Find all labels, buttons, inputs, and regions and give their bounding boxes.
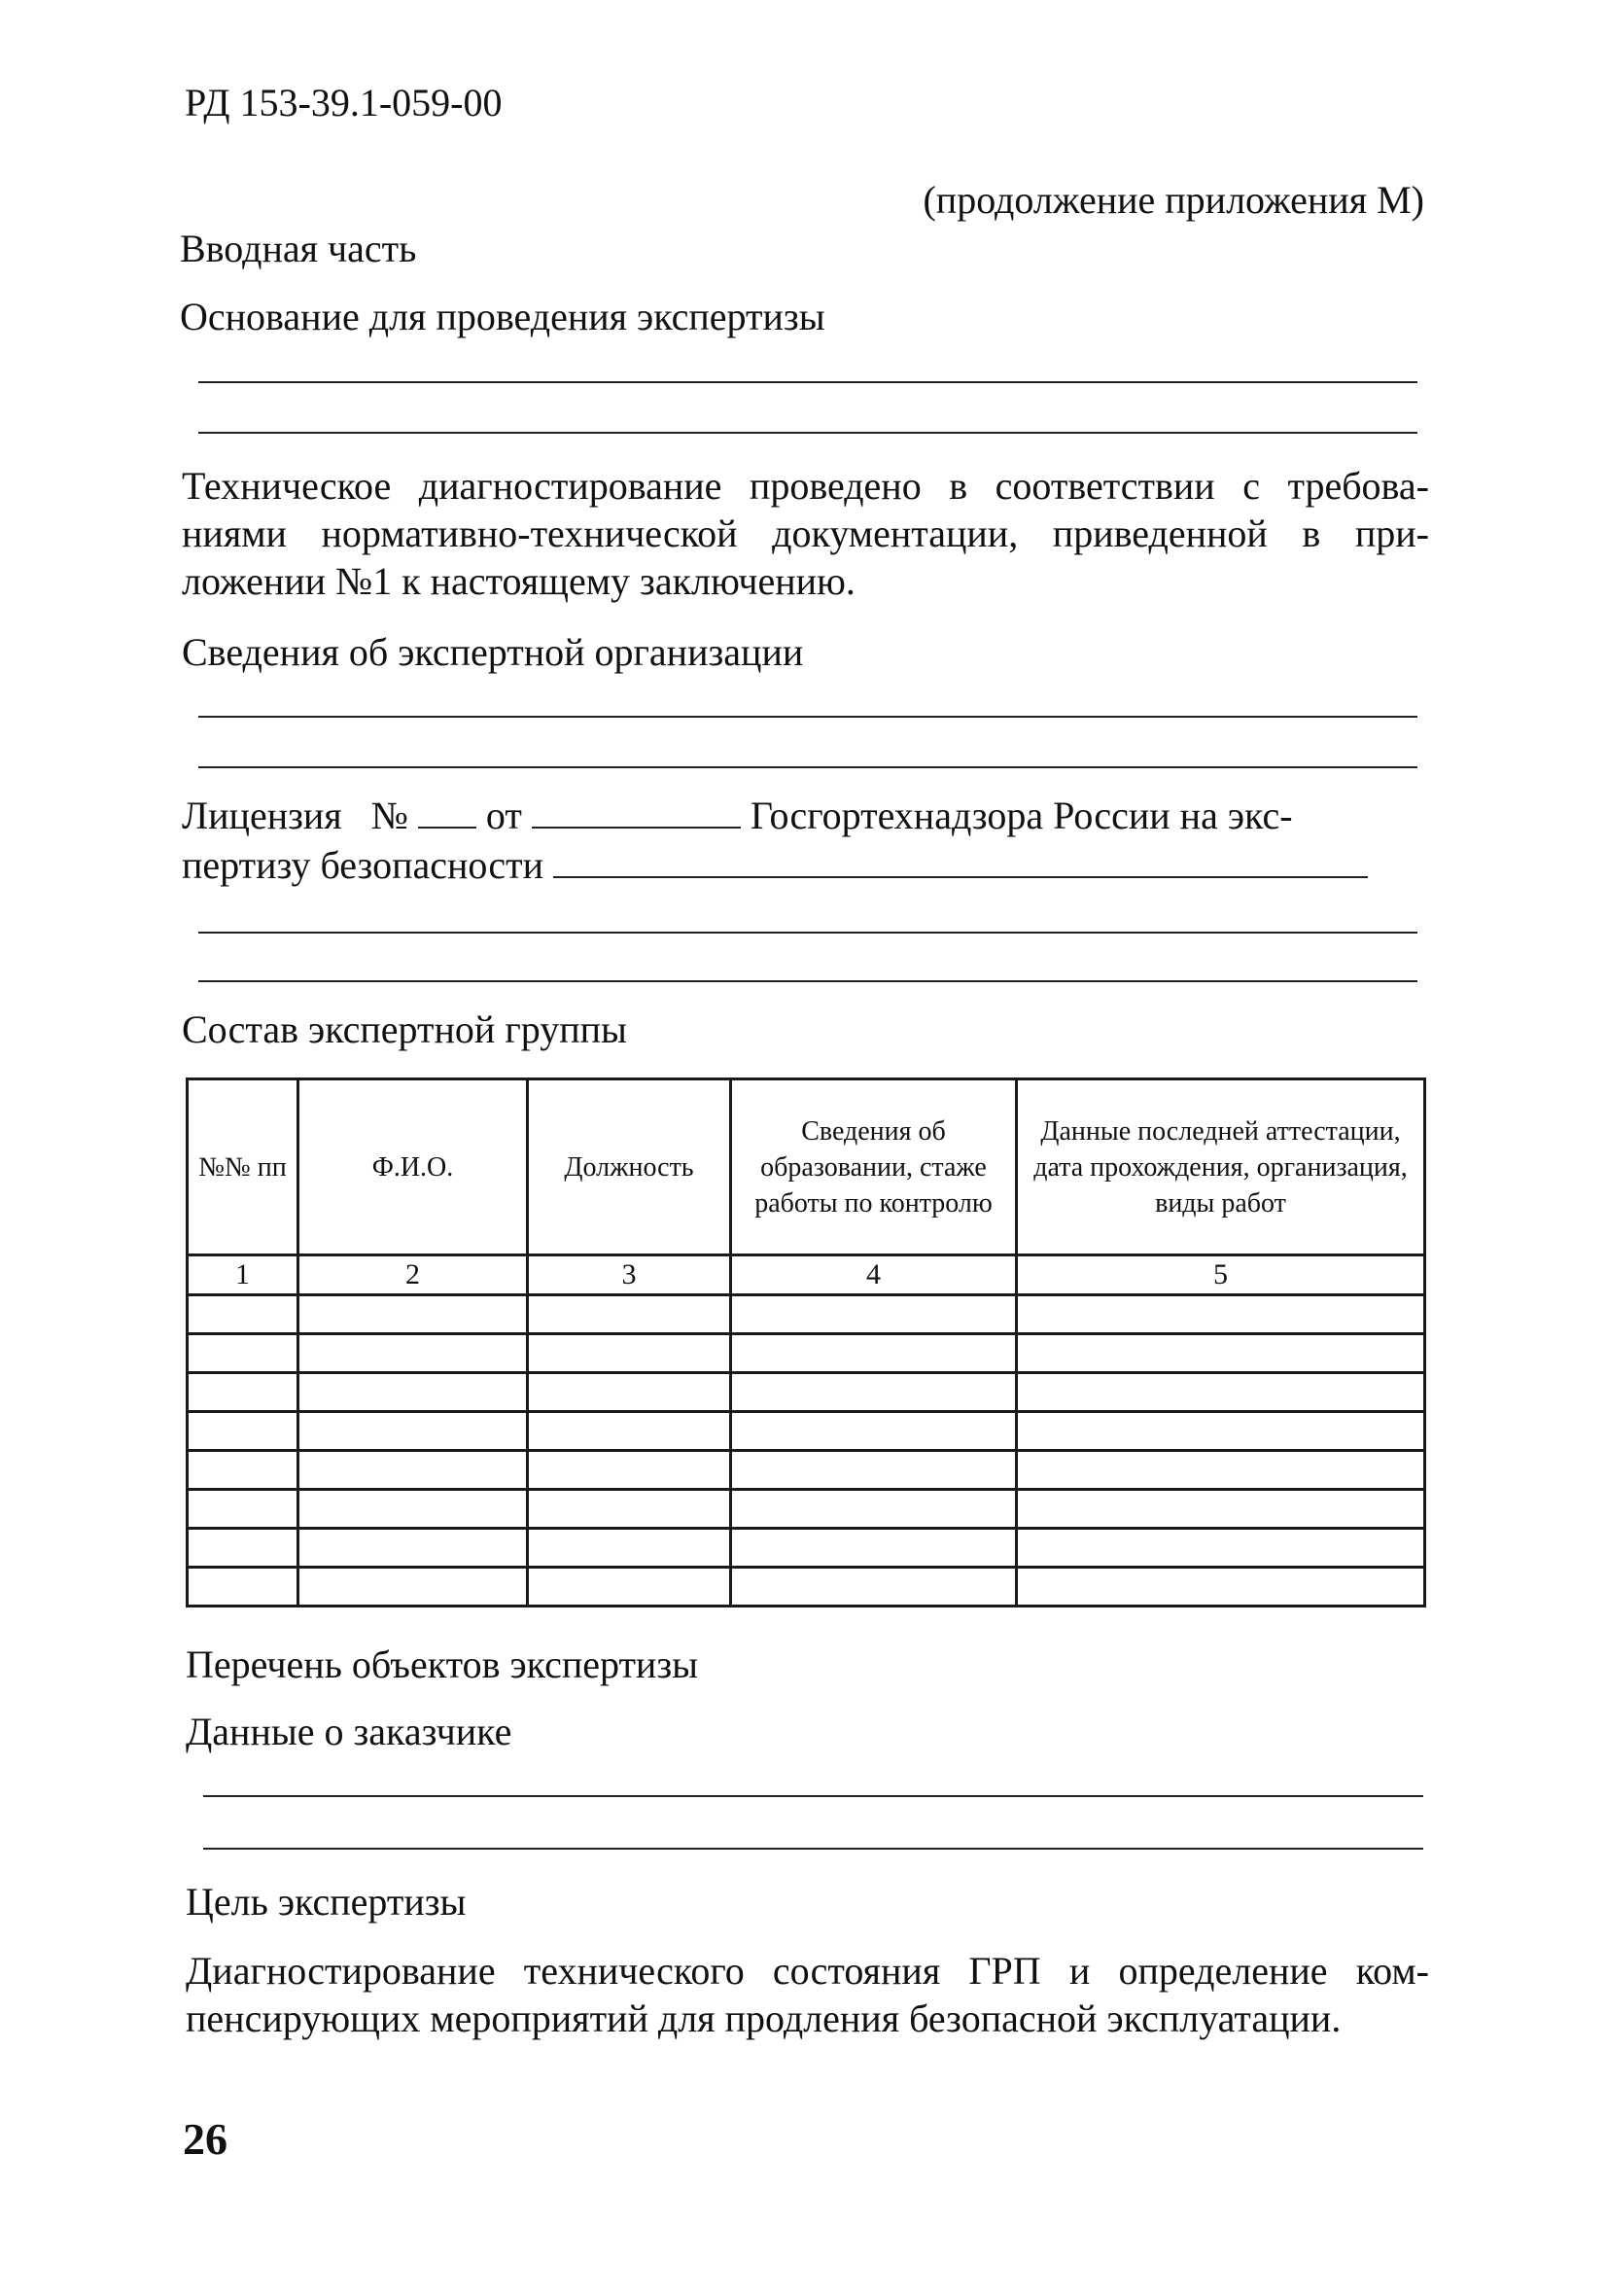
table-cell[interactable] <box>298 1412 528 1451</box>
purpose-paragraph <box>186 1947 1429 2042</box>
table-cell[interactable] <box>731 1451 1017 1490</box>
table-cell[interactable] <box>298 1295 528 1334</box>
table-row <box>188 1451 1425 1490</box>
table-cell[interactable] <box>1017 1412 1425 1451</box>
document-code: РД 153-39.1-059-00 <box>185 81 503 124</box>
purpose-line-2: пенсирующих мероприятий для продления безопасной эксплуатации. <box>186 1996 1342 2040</box>
table-cell[interactable] <box>188 1295 298 1334</box>
table-cell[interactable] <box>188 1451 298 1490</box>
table-cell[interactable] <box>528 1529 731 1568</box>
table-cell[interactable] <box>298 1451 528 1490</box>
table-cell[interactable] <box>731 1373 1017 1412</box>
header-certification: Данные последней аттестации, дата прохождения, организация, виды работ <box>1017 1079 1425 1255</box>
license-number-sign: № <box>370 794 408 837</box>
table-cell[interactable] <box>188 1490 298 1529</box>
license-label: Лицензия <box>182 794 342 837</box>
column-number-5: 5 <box>1017 1255 1425 1295</box>
customer-blank-line-1[interactable] <box>203 1795 1423 1797</box>
expert-group-table <box>186 1077 1426 1607</box>
basis-blank-line-2[interactable] <box>198 432 1417 434</box>
appendix-continuation: (продолжение приложения М) <box>923 178 1424 222</box>
column-number-2: 2 <box>298 1255 528 1295</box>
table-cell[interactable] <box>528 1568 731 1607</box>
license-from-label: от <box>485 794 522 837</box>
diagnostics-line-2: ниями нормативно-технической документации, приведенной в при- <box>182 512 1429 555</box>
section-customer-title: Данные о заказчике <box>186 1710 512 1753</box>
column-number-4: 4 <box>731 1255 1017 1295</box>
header-position: Должность <box>528 1079 731 1255</box>
table-cell[interactable] <box>528 1412 731 1451</box>
table-cell[interactable] <box>1017 1334 1425 1373</box>
table-row <box>188 1334 1425 1373</box>
table-cell[interactable] <box>188 1334 298 1373</box>
table-header-row <box>188 1079 1425 1255</box>
table-cell[interactable] <box>1017 1529 1425 1568</box>
section-intro-title: Вводная часть <box>180 227 417 270</box>
table-cell[interactable] <box>1017 1568 1425 1607</box>
table-cell[interactable] <box>298 1529 528 1568</box>
table-cell[interactable] <box>731 1568 1017 1607</box>
customer-blank-line-2[interactable] <box>203 1848 1423 1850</box>
section-org-info-title: Сведения об экспертной организации <box>182 630 804 674</box>
diagnostics-line-1: Техническое диагностирование проведено в соответствии с требова- <box>182 464 1429 508</box>
purpose-line-1: Диагностирование технического состояния ГРП и определение ком- <box>186 1949 1429 1993</box>
license-blank-line-1[interactable] <box>198 932 1417 934</box>
section-purpose-title: Цель экспертизы <box>186 1880 467 1924</box>
table-cell[interactable] <box>731 1529 1017 1568</box>
table-cell[interactable] <box>188 1412 298 1451</box>
table-cell[interactable] <box>528 1451 731 1490</box>
basis-blank-line-1[interactable] <box>198 381 1417 383</box>
column-number-3: 3 <box>528 1255 731 1295</box>
license-blank-line-2[interactable] <box>198 980 1417 982</box>
license-scope-field[interactable] <box>553 843 1368 878</box>
page-number: 26 <box>183 2114 227 2164</box>
table-cell[interactable] <box>298 1490 528 1529</box>
table-row <box>188 1529 1425 1568</box>
header-number: №№ пп <box>188 1079 298 1255</box>
table-cell[interactable] <box>298 1568 528 1607</box>
org-info-blank-line-2[interactable] <box>198 766 1417 768</box>
license-line-2 <box>182 842 1368 888</box>
table-cell[interactable] <box>528 1334 731 1373</box>
table-cell[interactable] <box>188 1568 298 1607</box>
table-cell[interactable] <box>731 1295 1017 1334</box>
license-continuation: пертизу безопасности <box>182 843 544 887</box>
section-basis-title: Основание для проведения экспертизы <box>180 295 825 338</box>
table-cell[interactable] <box>188 1529 298 1568</box>
table-cell[interactable] <box>528 1490 731 1529</box>
table-row <box>188 1490 1425 1529</box>
table-cell[interactable] <box>1017 1490 1425 1529</box>
table-row <box>188 1568 1425 1607</box>
section-group-title: Состав экспертной группы <box>182 1007 627 1051</box>
table-cell[interactable] <box>188 1373 298 1412</box>
table-cell[interactable] <box>528 1373 731 1412</box>
header-name: Ф.И.О. <box>298 1079 528 1255</box>
license-authority: Госгортехнадзора России на экс- <box>750 794 1293 837</box>
license-date-field[interactable] <box>532 794 741 829</box>
header-education: Сведения об образовании, стаже работы по контролю <box>731 1079 1017 1255</box>
table-cell[interactable] <box>298 1373 528 1412</box>
license-number-field[interactable] <box>418 794 476 829</box>
table-cell[interactable] <box>731 1334 1017 1373</box>
diagnostics-paragraph <box>182 462 1429 605</box>
table-column-numbers-row <box>188 1255 1425 1295</box>
org-info-blank-line-1[interactable] <box>198 716 1417 718</box>
section-objects-title: Перечень объектов экспертизы <box>186 1643 699 1686</box>
table-cell[interactable] <box>1017 1451 1425 1490</box>
table-cell[interactable] <box>528 1295 731 1334</box>
table-row <box>188 1412 1425 1451</box>
table-row <box>188 1295 1425 1334</box>
table-cell[interactable] <box>731 1490 1017 1529</box>
license-line <box>182 793 1293 838</box>
table-cell[interactable] <box>1017 1373 1425 1412</box>
table-cell[interactable] <box>1017 1295 1425 1334</box>
table-row <box>188 1373 1425 1412</box>
table-cell[interactable] <box>298 1334 528 1373</box>
diagnostics-line-3: ложении №1 к настоящему заключению. <box>182 559 856 603</box>
column-number-1: 1 <box>188 1255 298 1295</box>
table-cell[interactable] <box>731 1412 1017 1451</box>
